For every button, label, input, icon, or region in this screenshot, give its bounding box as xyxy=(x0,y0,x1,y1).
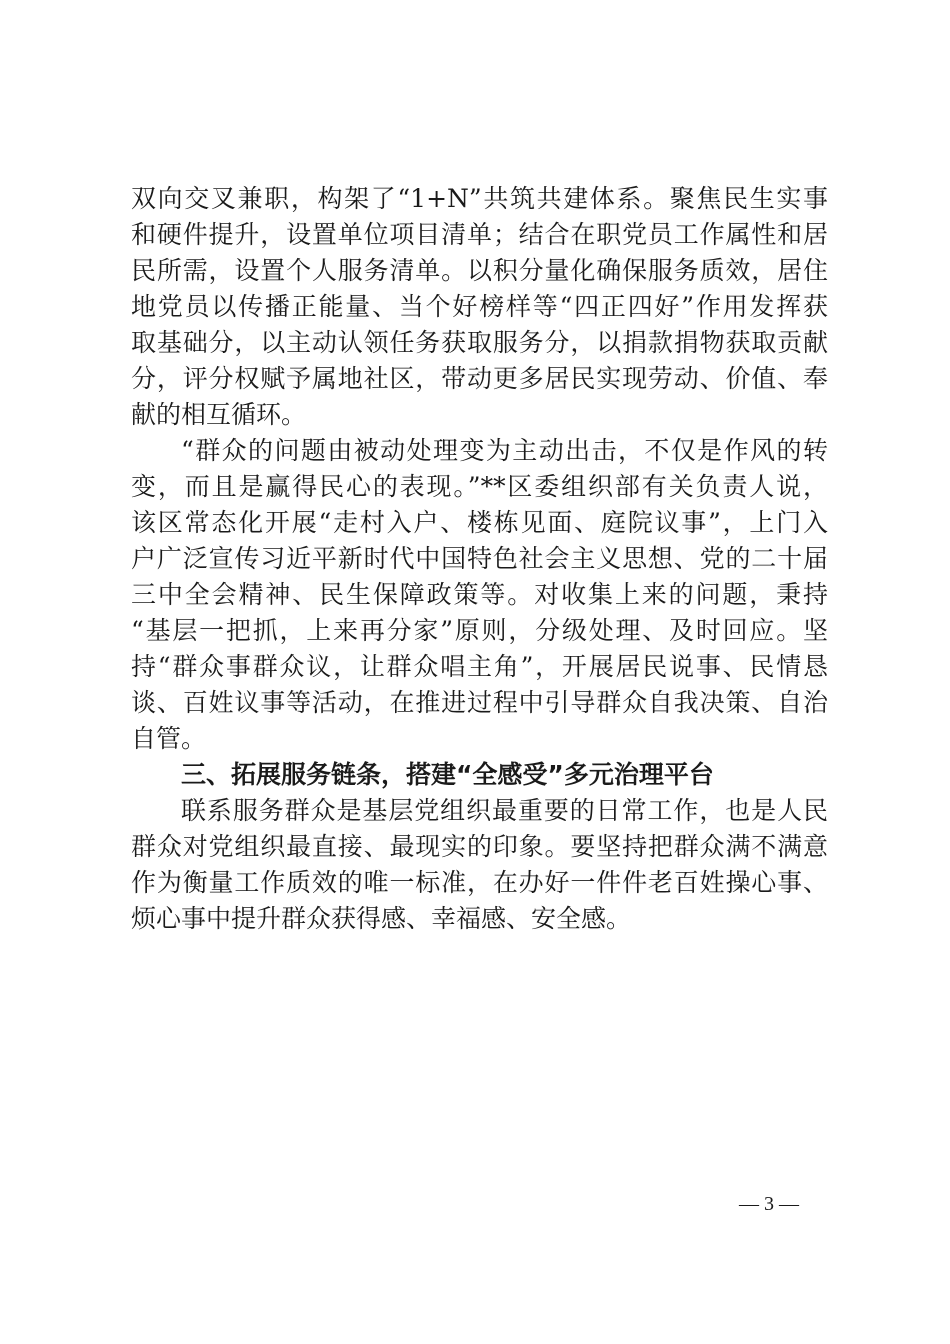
paragraph-line: 双向交叉兼职，构架了“1+N”共筑共建体系。聚焦民生实事 xyxy=(131,184,828,213)
paragraph-line: 户广泛宣传习近平新时代中国特色社会主义思想、党的二十届 xyxy=(131,544,828,573)
paragraph-line: 该区常态化开展“走村入户、楼栋见面、庭院议事”，上门入 xyxy=(131,508,828,537)
paragraph-line: 谈、百姓议事等活动，在推进过程中引导群众自我决策、自治 xyxy=(131,688,828,717)
paragraph-line: 作为衡量工作质效的唯一标准，在办好一件件老百姓操心事、 xyxy=(131,868,828,897)
paragraph-line: “群众的问题由被动处理变为主动出击，不仅是作风的转 xyxy=(181,436,828,465)
paragraph-line: 变，而且是赢得民心的表现。”**区委组织部有关负责人说， xyxy=(131,472,828,501)
paragraph-line: “基层一把抓，上来再分家”原则，分级处理、及时回应。坚 xyxy=(131,616,828,645)
paragraph-line: 三中全会精神、民生保障政策等。对收集上来的问题，秉持 xyxy=(131,580,828,609)
paragraph-line: 地党员以传播正能量、当个好榜样等“四正四好”作用发挥获 xyxy=(131,292,828,321)
page-number: — 3 — xyxy=(739,1193,799,1215)
paragraph-line: 取基础分，以主动认领任务获取服务分，以捐款捐物获取贡献 xyxy=(131,328,828,357)
paragraph-line: 分，评分权赋予属地社区，带动更多居民实现劳动、价值、奉 xyxy=(131,364,828,393)
paragraph-line: 和硬件提升，设置单位项目清单；结合在职党员工作属性和居 xyxy=(131,220,828,249)
paragraph-line: 民所需，设置个人服务清单。以积分量化确保服务质效，居住 xyxy=(131,256,828,285)
paragraph-line: 献的相互循环。 xyxy=(131,400,307,429)
paragraph-line: 持“群众事群众议，让群众唱主角”，开展居民说事、民情恳 xyxy=(131,652,828,681)
section-heading: 三、拓展服务链条，搭建“全感受”多元治理平台 xyxy=(181,760,714,789)
paragraph-line: 联系服务群众是基层党组织最重要的日常工作，也是人民 xyxy=(181,796,828,825)
paragraph-line: 自管。 xyxy=(131,724,207,753)
paragraph-line: 群众对党组织最直接、最现实的印象。要坚持把群众满不满意 xyxy=(131,832,828,861)
paragraph-line: 烦心事中提升群众获得感、幸福感、安全感。 xyxy=(131,904,632,933)
